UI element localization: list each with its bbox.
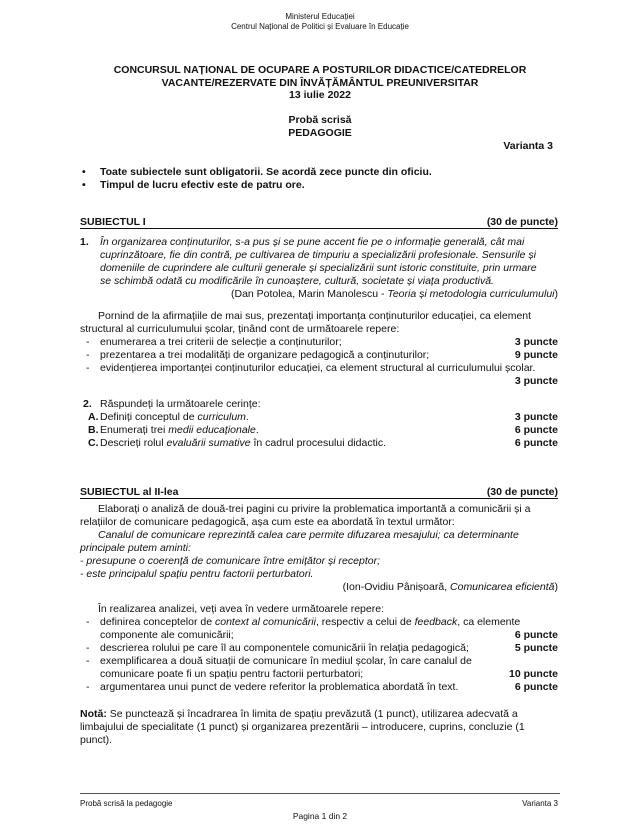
section-2-intro: Elaborați o analiză de două-trei pagini cu privire la problematica importantă a comunicării și a relațiilor de comunicare pedagogică, așa cum este ea abordată în textul următor: Canalul de comunicare reprezintă calea care permite difuzarea mesajului; ca determinante principale putem aminti: - presupune o coerență de comunicare între emițător și receptor; - este principalul spațiu pentru factorii perturbatori. (Ion-Ovidiu Pânișoară, Comunicarea eficientă): [80, 503, 558, 593]
requirement-row: - descrierea rolului pe care îl au componentele comunicării în relația pedagogică; 5 puncte: [80, 642, 558, 655]
requirement-row: - evidențierea importanței conținuturilor educației, ca element structural al curriculumului școlar.: [80, 362, 558, 375]
exam-title: CONCURSUL NAȚIONAL DE OCUPARE A POSTURILOR DIDACTICE/CATEDRELOR VACANTE/REZERVATE DIN ÎNVĂȚĂMÂNTUL PREUNIVERSITAR 13 iulie 2022: [60, 64, 580, 102]
rule-item: • Toate subiectele sunt obligatorii. Se acordă zece puncte din oficiu.: [80, 166, 560, 179]
footer-variant: Varianta 3: [522, 799, 558, 808]
requirement-row: - definirea conceptelor de context al comunicării, respectiv a celui de feedback, ca elemente: [80, 616, 558, 629]
exam-subject: PEDAGOGIE: [288, 126, 352, 139]
section-1-heading: SUBIECTUL I (30 de puncte): [80, 216, 558, 228]
ministry-name: Ministerul Educației: [285, 12, 355, 21]
exam-date: 13 iulie 2022: [289, 89, 351, 101]
subquestion-a: A. Definiți conceptul de curriculum. 3 puncte: [88, 411, 558, 423]
footer-exam-label: Probă scrisă la pedagogie: [80, 799, 173, 808]
quote-source: (Dan Potolea, Marin Manolescu - Teoria și metodologia curriculumului): [230, 288, 558, 300]
rule-item: • Timpul de lucru efectiv este de patru ore.: [80, 179, 560, 192]
page-header: [0, 12, 640, 32]
section-2-note: Notă: Se punctează și încadrarea în limita de spațiu prevăzută (1 punct), utilizarea adecvată a limbajului de specialitate (1 punct) și organizarea prezentării – introducere, cuprins, concluzie (1 punct).: [80, 708, 525, 746]
requirement-row: - exemplificarea a două situații de comunicare în mediul școlar, în care canalul de: [80, 655, 558, 668]
page-number: Pagina 1 din 2: [292, 811, 348, 821]
exam-type: Probă scrisă PEDAGOGIE: [0, 114, 640, 139]
question-2: 2. Răspundeți la următoarele cerințe: A. Definiți conceptul de curriculum. 3 puncte B. Enumerați trei medii educaționale. 6 puncte C. Descrieți rolul evaluării sumative în cadrul procesului didactic. 6 puncte: [80, 398, 558, 450]
question-1-quote: 1. În organizarea conținuturilor, s-a pus și se pune accent fie pe o informație generală, cât mai cuprinzătoare, fie din contră, pe cultivarea de timpuriu a specializării profesionale. Sensurile și domeniile de cuprindere ale culturii generale și specializării sunt istoric constituite, prin urmare se schimbă odată cu modificările în cunoaștere, cultură, societate și viața productivă. (Dan Potolea, Marin Manolescu - Teoria și metodologia curriculumului): [80, 236, 558, 300]
section-2-requirements: În realizarea analizei, veți avea în vedere următoarele repere: - definirea conceptelor de context al comunicării, respectiv a celui de feedback, ca elemente componente ale comunicării; 6 puncte - descrierea rolului pe care îl au componentele comunicării în relația pedagogică; 5 puncte - exemplificarea a două situații de comunicare în mediul școlar, în care canalul de comunicare poate fi un spațiu pentru factorii perturbatori; 10 puncte - argumentarea unui punct de vedere referitor la problematica abordată în text. 6 puncte: [80, 603, 558, 694]
requirement-row: - prezentarea a trei modalități de organizare pedagogică a conținuturilor; 9 puncte: [80, 349, 558, 362]
general-rules: [80, 166, 560, 192]
centre-name: Centrul Național de Politici și Evaluare în Educație: [231, 22, 409, 31]
footer-divider: [80, 793, 560, 794]
subquestion-b: B. Enumerați trei medii educaționale. 6 puncte: [88, 424, 558, 436]
requirement-row: - argumentarea unui punct de vedere referitor la problematica abordată în text. 6 puncte: [80, 681, 558, 694]
subquestion-c: C. Descrieți rolul evaluării sumative în cadrul procesului didactic. 6 puncte: [88, 437, 558, 449]
question-1-task: Pornind de la afirmațiile de mai sus, prezentați importanța conținuturilor educației, ca element structural al curriculumului școlar, ținând cont de următoarele repere: - enumerarea a trei criterii de selecție a conținuturilor; 3 puncte - prezentarea a trei modalități de organizare pedagogică a conținuturilor; 9 puncte - evidențierea importanței conținuturilor educației, ca element structural al curriculumului școlar. 3 puncte: [80, 310, 558, 388]
variant-label: Varianta 3: [503, 140, 553, 152]
quote-source: (Ion-Ovidiu Pânișoară, Comunicarea eficientă): [342, 581, 558, 593]
section-2-heading: SUBIECTUL al II-lea (30 de puncte): [80, 486, 558, 498]
requirement-row: - enumerarea a trei criterii de selecție a conținuturilor; 3 puncte: [80, 336, 558, 349]
